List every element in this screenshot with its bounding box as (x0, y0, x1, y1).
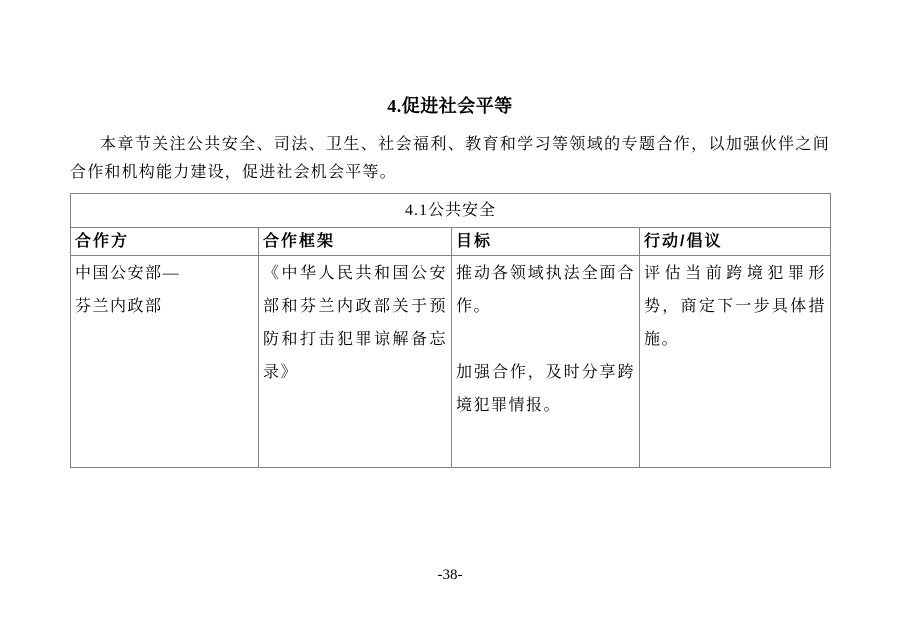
cell-goals: 推动各领域执法全面合作。 加强合作，及时分享跨境犯罪情报。 (452, 256, 640, 468)
cell-actions: 评估当前跨境犯罪形势，商定下一步具体措施。 (640, 256, 831, 468)
column-header-actions: 行动/倡议 (640, 228, 831, 256)
page-number: -38- (437, 567, 463, 583)
intro-paragraph: 本章节关注公共安全、司法、卫生、社会福利、教育和学习等领域的专题合作，以加强伙伴之间合作和机构能力建设，促进社会机会平等。 (70, 136, 830, 181)
column-header-goals: 目标 (452, 228, 640, 256)
section-title: 4.促进社会平等 (387, 96, 513, 116)
table-row (71, 256, 831, 468)
column-header-framework: 合作框架 (259, 228, 452, 256)
cell-partner: 中国公安部— 芬兰内政部 (71, 256, 259, 468)
table-caption: 4.1公共安全 (71, 194, 831, 228)
public-security-table (70, 193, 831, 468)
table-header-row (71, 228, 831, 256)
cell-framework: 《中华人民共和国公安部和芬兰内政部关于预防和打击犯罪谅解备忘录》 (259, 256, 452, 468)
table-caption-row (71, 194, 831, 228)
column-header-partner: 合作方 (71, 228, 259, 256)
